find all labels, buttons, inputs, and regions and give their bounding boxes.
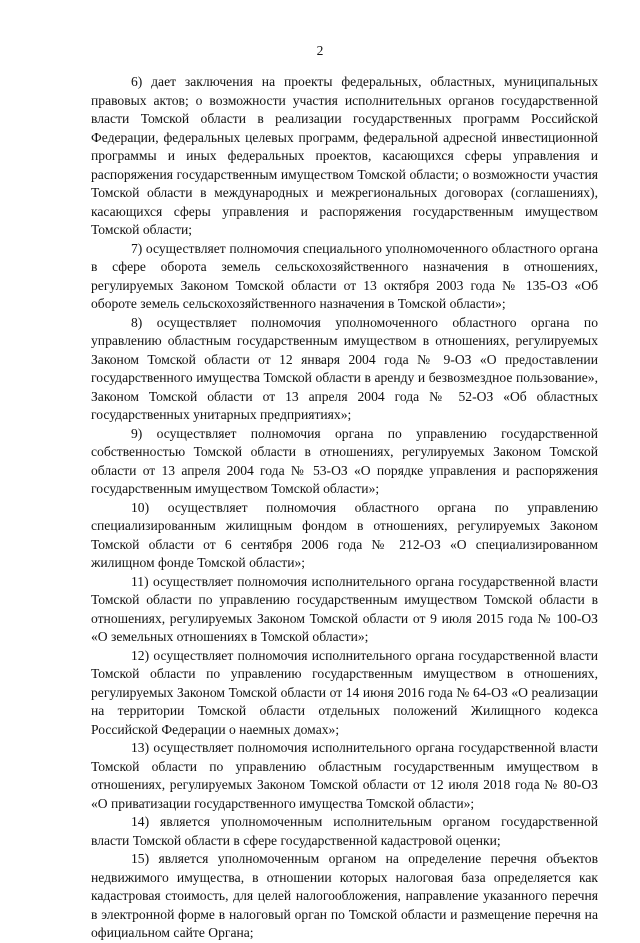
paragraph-item-10: 10) осуществляет полномочия областного органа по управлению специализированным жилищным фондом в отношениях, регулируемых Законом Томской области от 6 сентября 2006 года № 212-ОЗ «О специализированном жилищном фонде Томской области»;	[91, 499, 598, 570]
paragraph-item-12: 12) осуществляет полномочия исполнительного органа государственной власти Томской области по управлению государственным имуществом в отношениях, регулируемых Законом Томской области от 14 июня 2016 года № 64-ОЗ «О реализации на территории Томской области отдельных положений Жилищного кодекса Российской Федерации о наемных домах»;	[91, 647, 598, 737]
paragraph-item-9: 9) осуществляет полномочия органа по управлению государственной собственностью Томской области в отношениях, регулируемых Законом Томской области от 13 апреля 2004 года № 53-ОЗ «О порядке управления и распоряжения государственным имуществом Томской области»;	[91, 425, 598, 496]
paragraph-item-11: 11) осуществляет полномочия исполнительного органа государственной власти Томской области по управлению государственным имуществом Томской области в отношениях, регулируемых Законом Томской области от 9 июля 2015 года № 100-ОЗ «О земельных отношениях в Томской области»;	[91, 573, 598, 644]
paragraph-item-6: 6) дает заключения на проекты федеральных, областных, муниципальных правовых актов; о возможности участия исполнительных органов государственной власти Томской области в реализации государственных программ Российской Федерации, федеральных целевых программ, федеральной адресной инвестиционной программы и иных федеральных проектов, касающихся сферы управления и распоряжения государственным имуществом Томской области; о возможности участия Томской области в международных и межрегиональных договорах (соглашениях), касающихся сферы управления и распоряжения государственным имуществом Томской области;	[91, 74, 598, 237]
paragraph-item-14: 14) является уполномоченным исполнительным органом государственной власти Томской области в сфере государственной кадастровой оценки;	[91, 814, 598, 848]
paragraph-item-15: 15) является уполномоченным органом на определение перечня объектов недвижимого имущества, в отношении которых налоговая база определяется как кадастровая стоимость, для целей налогообложения, направление указанного перечня в электронной форме в налоговый орган по Томской области и размещение перечня на официальном сайте Органа;	[91, 851, 598, 940]
paragraph-item-13: 13) осуществляет полномочия исполнительного органа государственной власти Томской области по управлению областным государственным имуществом в отношениях, регулируемых Законом Томской области от 12 июля 2018 года № 80-ОЗ «О приватизации государственного имущества Томской области»;	[91, 740, 598, 811]
paragraph-item-8: 8) осуществляет полномочия уполномоченного областного органа по управлению областным государственным имуществом в отношениях, регулируемых Законом Томской области от 12 января 2004 года № 9-ОЗ «О предоставлении государственного имущества Томской области в аренду и безвозмездное пользование», Законом Томской области от 13 апреля 2004 года № 52-ОЗ «Об областных государственных унитарных предприятиях»;	[91, 314, 598, 422]
document-body	[91, 73, 598, 943]
paragraph-item-7: 7) осуществляет полномочия специального уполномоченного областного органа в сфере оборота земель сельскохозяйственного назначения в отношениях, регулируемых Законом Томской области от 13 октября 2003 года № 135-ОЗ «Об обороте земель сельскохозяйственного назначения в Томской области»;	[91, 240, 598, 311]
page-number: 2	[316, 43, 324, 58]
